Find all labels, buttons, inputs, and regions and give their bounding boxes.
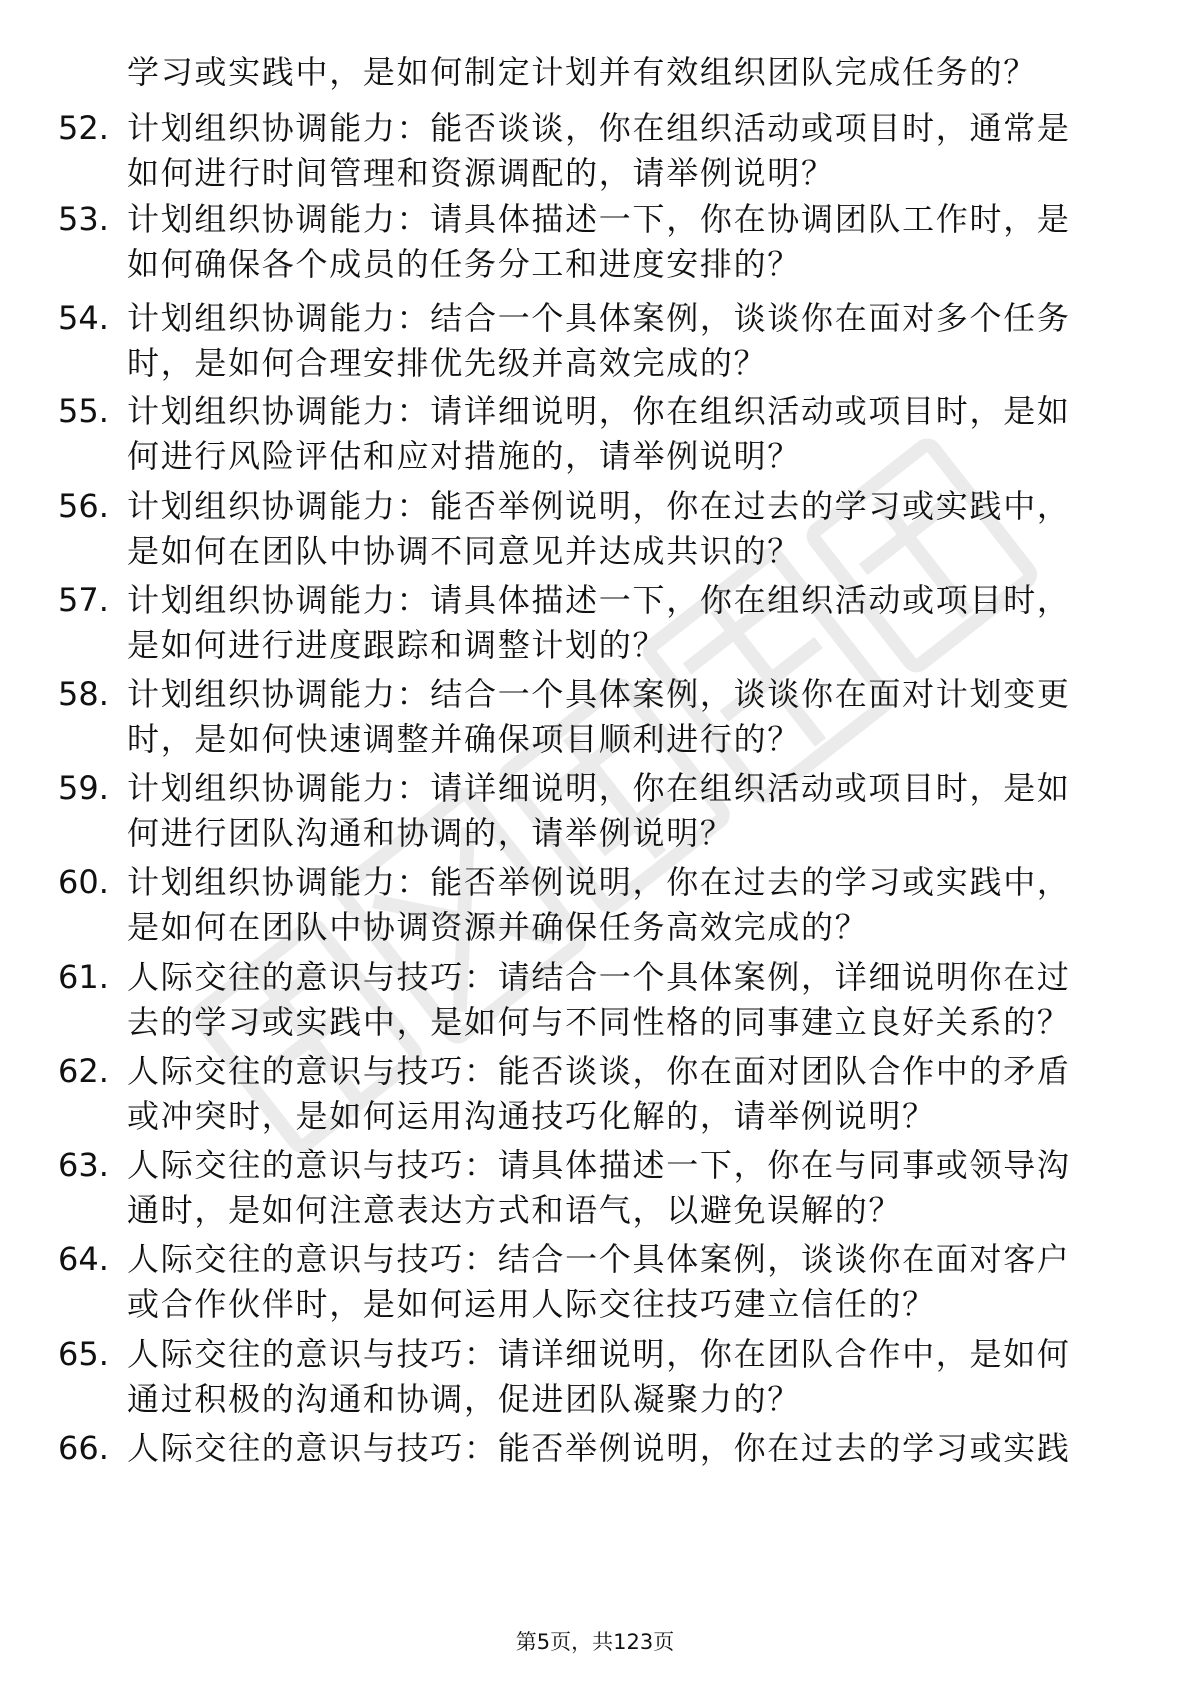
question-number: 56. — [58, 487, 109, 525]
question-number: 53. — [58, 200, 109, 238]
question-text-line-1: 人际交往的意识与技巧：能否谈谈，你在面对团队合作中的矛盾 — [127, 1052, 1071, 1090]
question-text-line-2: 是如何在团队中协调不同意见并达成共识的？ — [127, 532, 802, 570]
question-text-line-1: 计划组织协调能力：请详细说明，你在组织活动或项目时，是如 — [127, 769, 1071, 807]
question-number: 63. — [58, 1146, 109, 1184]
continuation-line: 学习或实践中，是如何制定计划并有效组织团队完成任务的？ — [127, 53, 1037, 91]
question-text-line-2: 去的学习或实践中，是如何与不同性格的同事建立良好关系的？ — [127, 1003, 1071, 1041]
question-number: 59. — [58, 769, 109, 807]
page-footer: 第5页，共123页 — [515, 1630, 675, 1654]
question-text-line-1: 计划组织协调能力：能否举例说明，你在过去的学习或实践中， — [127, 487, 1071, 525]
question-number: 66. — [58, 1429, 109, 1467]
question-text-line-1: 人际交往的意识与技巧：能否举例说明，你在过去的学习或实践 — [127, 1429, 1071, 1467]
question-number: 52. — [58, 109, 109, 147]
question-text-line-2: 或冲突时，是如何运用沟通技巧化解的，请举例说明？ — [127, 1097, 936, 1135]
question-number: 65. — [58, 1335, 109, 1373]
question-number: 60. — [58, 863, 109, 901]
question-text-line-2: 如何确保各个成员的任务分工和进度安排的？ — [127, 245, 802, 283]
question-text-line-1: 计划组织协调能力：请详细说明，你在组织活动或项目时，是如 — [127, 392, 1071, 430]
question-text-line-2: 是如何在团队中协调资源并确保任务高效完成的？ — [127, 908, 869, 946]
question-text-line-1: 人际交往的意识与技巧：请结合一个具体案例，详细说明你在过 — [127, 958, 1071, 996]
question-text-line-1: 计划组织协调能力：结合一个具体案例，谈谈你在面对计划变更 — [127, 675, 1071, 713]
question-text-line-2: 是如何进行进度跟踪和调整计划的？ — [127, 626, 667, 664]
question-text-line-2: 时，是如何合理安排优先级并高效完成的？ — [127, 344, 768, 382]
question-number: 54. — [58, 299, 109, 337]
question-text-line-1: 人际交往的意识与技巧：请具体描述一下，你在与同事或领导沟 — [127, 1146, 1071, 1184]
question-number: 58. — [58, 675, 109, 713]
question-number: 64. — [58, 1240, 109, 1278]
question-number: 57. — [58, 581, 109, 619]
question-text-line-2: 通时，是如何注意表达方式和语气，以避免误解的？ — [127, 1191, 903, 1229]
question-number: 61. — [58, 958, 109, 996]
question-text-line-1: 计划组织协调能力：结合一个具体案例，谈谈你在面对多个任务 — [127, 299, 1071, 337]
question-number: 55. — [58, 392, 109, 430]
question-text-line-1: 人际交往的意识与技巧：请详细说明，你在团队合作中，是如何 — [127, 1335, 1071, 1373]
question-number: 62. — [58, 1052, 109, 1090]
question-text-line-1: 人际交往的意识与技巧：结合一个具体案例，谈谈你在面对客户 — [127, 1240, 1071, 1278]
question-text-line-2: 通过积极的沟通和协调，促进团队凝聚力的？ — [127, 1380, 802, 1418]
question-text-line-1: 计划组织协调能力：能否谈谈，你在组织活动或项目时，通常是 — [127, 109, 1071, 147]
question-text-line-2: 时，是如何快速调整并确保项目顺利进行的？ — [127, 720, 802, 758]
question-text-line-1: 计划组织协调能力：请具体描述一下，你在协调团队工作时，是 — [127, 200, 1071, 238]
question-text-line-2: 何进行风险评估和应对措施的，请举例说明？ — [127, 437, 802, 475]
question-text-line-2: 或合作伙伴时，是如何运用人际交往技巧建立信任的？ — [127, 1285, 936, 1323]
question-text-line-2: 何进行团队沟通和协调的，请举例说明？ — [127, 814, 734, 852]
question-text-line-2: 如何进行时间管理和资源调配的，请举例说明？ — [127, 154, 835, 192]
question-text-line-1: 计划组织协调能力：能否举例说明，你在过去的学习或实践中， — [127, 863, 1071, 901]
question-text-line-1: 计划组织协调能力：请具体描述一下，你在组织活动或项目时， — [127, 581, 1071, 619]
